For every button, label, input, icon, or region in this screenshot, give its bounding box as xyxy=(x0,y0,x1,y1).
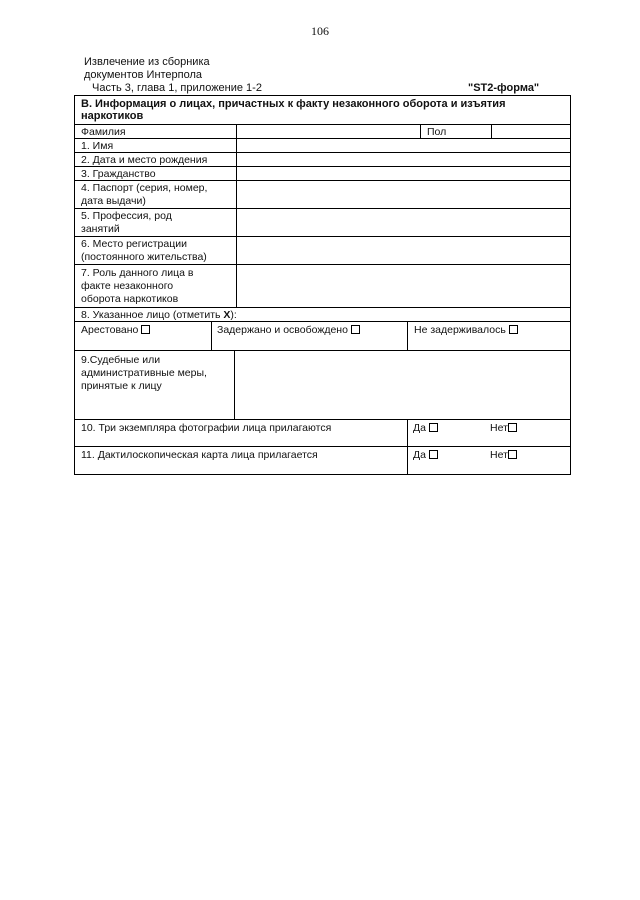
role-label-line-3: оборота наркотиков xyxy=(81,293,179,305)
role-label-line-2: факте незаконного xyxy=(81,280,174,292)
profession-field[interactable] xyxy=(237,209,570,236)
status-label: 8. Указанное лицо (отметить X): xyxy=(81,309,237,321)
photos-yes-checkbox[interactable] xyxy=(429,423,438,432)
sex-field[interactable] xyxy=(492,125,570,138)
surname-field[interactable] xyxy=(237,125,420,138)
section-title-line-2: наркотиков xyxy=(81,110,144,122)
section-title-row xyxy=(75,96,570,125)
role-label-line-1: 7. Роль данного лица в xyxy=(81,267,194,279)
header-line-3: Часть 3, глава 1, приложение 1-2 xyxy=(92,82,262,94)
passport-row xyxy=(75,181,570,209)
measures-label-line-3: принятые к лицу xyxy=(81,380,162,392)
measures-label-line-1: 9.Судебные или xyxy=(81,354,161,366)
arrested-checkbox[interactable] xyxy=(141,325,150,334)
measures-field[interactable] xyxy=(235,351,570,419)
profession-row xyxy=(75,209,570,237)
detained-released-label: Задержано и освобождено xyxy=(217,324,348,336)
citizenship-row xyxy=(75,167,570,181)
not-detained-option xyxy=(414,324,518,336)
not-detained-checkbox[interactable] xyxy=(509,325,518,334)
page-number: 106 xyxy=(311,24,329,38)
surname-row xyxy=(75,125,570,139)
form-id: "ST2-форма" xyxy=(468,82,540,94)
arrested-option xyxy=(81,324,150,336)
fingerprints-label: 11. Дактилоскопическая карта лица прилагается xyxy=(81,449,318,461)
residence-field[interactable] xyxy=(237,237,570,264)
role-field[interactable] xyxy=(237,265,570,307)
header-line-2: документов Интерпола xyxy=(84,69,203,81)
residence-label-line-1: 6. Место регистрации xyxy=(81,238,187,250)
header-line-1: Извлечение из сборника xyxy=(84,56,210,68)
name-row xyxy=(75,139,570,153)
profession-label-line-1: 5. Профессия, род xyxy=(81,210,172,222)
form-table xyxy=(74,95,571,475)
residence-label-line-2: (постоянного жительства) xyxy=(81,251,207,263)
not-detained-label: Не задерживалось xyxy=(414,324,506,336)
detained-released-option xyxy=(217,324,360,336)
name-field[interactable] xyxy=(237,139,570,152)
photos-row xyxy=(75,420,570,447)
sex-label: Пол xyxy=(427,126,447,138)
detained-released-checkbox[interactable] xyxy=(351,325,360,334)
dob-row xyxy=(75,153,570,167)
fingerprints-yes-checkbox[interactable] xyxy=(429,450,438,459)
citizenship-label: 3. Гражданство xyxy=(81,168,156,180)
fingerprints-no-option: Нет xyxy=(490,449,517,461)
surname-label: Фамилия xyxy=(81,126,126,138)
profession-label-line-2: занятий xyxy=(81,223,120,235)
fingerprints-row xyxy=(75,447,570,474)
arrested-label: Арестовано xyxy=(81,324,139,336)
measures-label-line-2: административные меры, xyxy=(81,367,207,379)
passport-label-line-2: дата выдачи) xyxy=(81,195,146,207)
photos-no-checkbox[interactable] xyxy=(508,423,517,432)
passport-field[interactable] xyxy=(237,181,570,208)
section-title-line-1: B. Информация о лицах, причастных к факту незаконного оборота и изъятия xyxy=(81,98,506,110)
fingerprints-yes-option: Да xyxy=(413,449,438,461)
passport-label-line-1: 4. Паспорт (серия, номер, xyxy=(81,182,208,194)
role-row xyxy=(75,265,570,308)
status-mark-symbol: X xyxy=(223,309,231,321)
dob-field[interactable] xyxy=(237,153,570,166)
photos-yes-option: Да xyxy=(413,422,438,434)
status-label-row xyxy=(75,308,570,322)
photos-label: 10. Три экземпляра фотографии лица прилагаются xyxy=(81,422,332,434)
citizenship-field[interactable] xyxy=(237,167,570,180)
status-options-row xyxy=(75,322,570,351)
residence-row xyxy=(75,237,570,265)
photos-no-option: Нет xyxy=(490,422,517,434)
dob-label: 2. Дата и место рождения xyxy=(81,154,208,166)
fingerprints-no-checkbox[interactable] xyxy=(508,450,517,459)
name-label: 1. Имя xyxy=(81,140,114,152)
measures-row xyxy=(75,351,570,420)
